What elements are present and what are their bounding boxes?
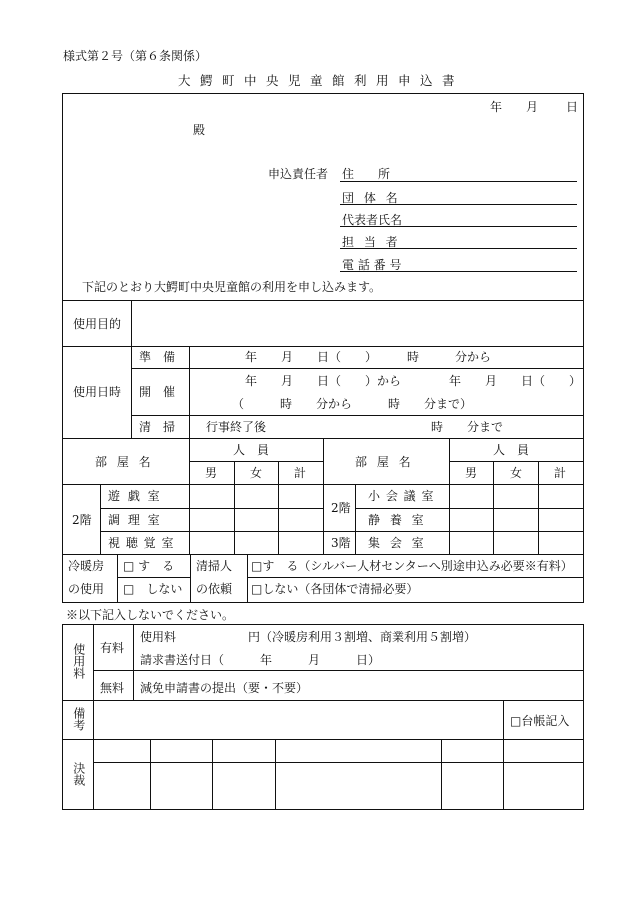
male-header-right: 男 — [465, 466, 478, 480]
room-playroom: 遊 戯 室 — [108, 489, 162, 503]
cleaning-label-2: の依頼 — [196, 582, 233, 596]
cleaning-yes-checkbox[interactable]: □す る（シルバー人材センターへ別途申込み必要※有料） — [251, 559, 573, 573]
fee-label-text: 使用料 — [71, 643, 86, 679]
room-rest: 静 養 室 — [368, 513, 427, 527]
decision-label-text: 決裁 — [71, 762, 86, 786]
office-use-note: ※以下記入しないでください。 — [66, 608, 235, 622]
male-header-left: 男 — [205, 466, 218, 480]
field-contact-line[interactable] — [340, 248, 577, 249]
people-header-left: 人 員 — [233, 443, 270, 457]
addressee-suffix: 殿 — [193, 123, 206, 137]
event-label: 開 催 — [139, 385, 176, 399]
statement-text: 下記のとおり大鰐町中央児童館の利用を申し込みます。 — [82, 280, 382, 294]
total-header-right: 計 — [554, 466, 567, 480]
day-label: 日 — [566, 100, 579, 114]
prep-label: 準 備 — [139, 350, 176, 364]
fee-free-label: 無料 — [100, 681, 125, 695]
field-representative-label: 代表者氏名 — [342, 213, 403, 227]
total-header-left: 計 — [294, 466, 307, 480]
remarks-label — [71, 707, 85, 731]
ac-yes-checkbox[interactable]: □ す る — [123, 559, 175, 573]
fee-amount-line[interactable]: 使用料 円（冷暖房利用３割増、商業利用５割増） — [140, 630, 477, 644]
month-label: 月 — [526, 100, 539, 114]
invoice-date-line[interactable]: 請求書送付日（ 年 月 日） — [140, 653, 381, 667]
room-header-right: 部 屋 名 — [355, 455, 414, 469]
field-representative-line[interactable] — [340, 226, 577, 227]
clean-label: 清 掃 — [139, 420, 176, 434]
floor-2-right: 2階 — [331, 501, 351, 515]
field-group-label: 団 体 名 — [342, 191, 401, 205]
room-kitchen: 調 理 室 — [108, 513, 162, 527]
floor-2-left: 2階 — [72, 513, 92, 527]
cleaning-label-1: 清掃人 — [196, 559, 233, 573]
ledger-checkbox[interactable]: □台帳記入 — [510, 714, 570, 728]
ac-no-checkbox[interactable]: □ しない — [123, 582, 183, 596]
clean-until-text[interactable]: 時 分まで — [431, 420, 504, 434]
datetime-label: 使用日時 — [73, 385, 122, 399]
field-address-line[interactable] — [340, 181, 577, 182]
field-contact-label: 担 当 者 — [342, 235, 401, 249]
form-title: 大鰐町中央児童館利用申込書 — [178, 73, 465, 88]
form-number: 様式第２号（第６条関係） — [63, 49, 208, 63]
room-header-left: 部 屋 名 — [95, 455, 154, 469]
field-phone-label: 電 話 番 号 — [342, 258, 402, 272]
purpose-label: 使用目的 — [73, 317, 122, 331]
fee-paid-label: 有料 — [100, 641, 125, 655]
ac-label-1: 冷暖房 — [68, 559, 105, 573]
year-label: 年 — [490, 100, 503, 114]
exemption-line[interactable]: 減免申請書の提出（要・不要） — [140, 681, 309, 695]
remarks-label-text: 備考 — [71, 707, 86, 731]
room-av: 視 聴 覚 室 — [108, 536, 175, 550]
event-time-text[interactable]: （ 時 分から 時 分まで） — [232, 397, 473, 411]
applicant-label: 申込責任者 — [268, 167, 329, 181]
cleaning-no-checkbox[interactable]: □しない（各団体で清掃必要） — [251, 582, 419, 596]
people-header-right: 人 員 — [493, 443, 530, 457]
female-header-right: 女 — [510, 466, 523, 480]
remarks-input-area[interactable] — [98, 704, 498, 736]
purpose-input-area[interactable] — [135, 304, 579, 342]
field-group-line[interactable] — [340, 204, 577, 205]
floor-3-right: 3階 — [331, 536, 351, 550]
clean-after-text: 行事終了後 — [206, 420, 267, 434]
decision-label — [71, 762, 85, 786]
prep-datetime-text[interactable]: 年 月 日（ ） 時 分から — [245, 350, 492, 364]
fee-label — [71, 643, 85, 679]
field-address-label: 住 所 — [342, 167, 391, 181]
ac-label-2: の使用 — [68, 582, 105, 596]
female-header-left: 女 — [250, 466, 263, 480]
event-date-text[interactable]: 年 月 日（ ）から 年 月 日（ ） — [245, 374, 582, 388]
room-assembly: 集 会 室 — [368, 536, 427, 550]
field-phone-line[interactable] — [340, 271, 577, 272]
room-small-meeting: 小 会 議 室 — [368, 489, 435, 503]
